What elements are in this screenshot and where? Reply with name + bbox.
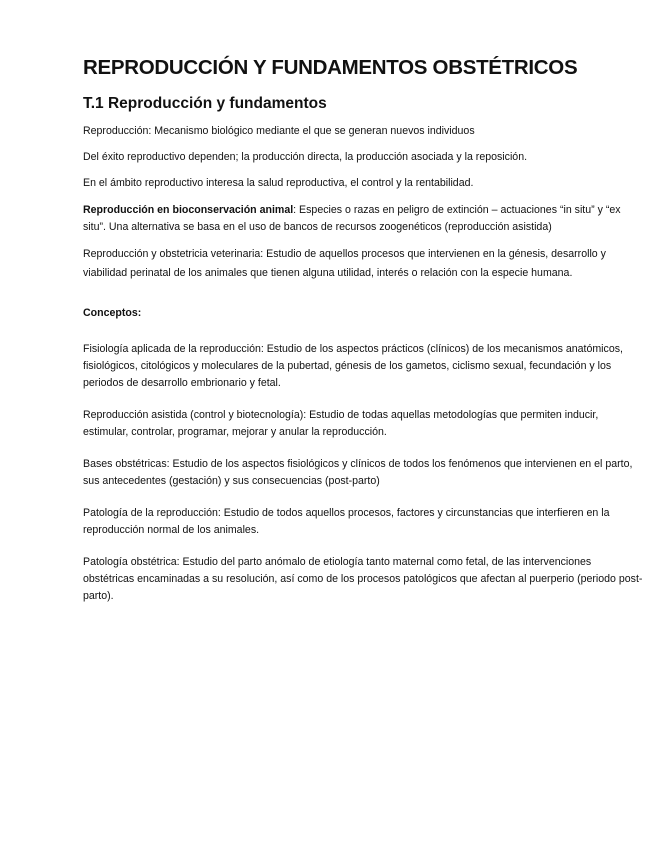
- paragraph-reproduccion: Reproducción: Mecanismo biológico mediante el que se generan nuevos individuos: [83, 125, 475, 137]
- paragraph-exito: Del éxito reproductivo dependen; la producción directa, la producción asociada y la reposición.: [83, 151, 528, 163]
- document-title: REPRODUCCIÓN Y FUNDAMENTOS OBSTÉTRICOS: [83, 56, 578, 79]
- concept-patologia-reproduccion: Patología de la reproducción: Estudio de todos aquellos procesos, factores y circunstancias que interfieren en la reproducción normal de los animales.: [83, 507, 610, 536]
- section-subtitle: T.1 Reproducción y fundamentos: [83, 95, 327, 112]
- concept-fisiologia: Fisiología aplicada de la reproducción: Estudio de los aspectos prácticos (clínicos) de los mecanismos anatómicos, fisiológicos, citológicos y moleculares de la pubertad, génesis de los gametos, ciclismo sexual, fecundación y los periodos de desarrollo embrionario y fetal.: [83, 343, 623, 389]
- concepts-heading: Conceptos:: [83, 307, 142, 319]
- concept-bases-obstetricas: Bases obstétricas: Estudio de los aspectos fisiológicos y clínicos de todos los fenómenos que intervienen en el parto, sus antecedentes (gestación) y sus consecuencias (post-parto): [83, 458, 633, 487]
- paragraph-obstetricia: Reproducción y obstetricia veterinaria: Estudio de aquellos procesos que intervienen en la génesis, desarrollo y viabilidad perinatal de los animales que tienen alguna utilidad, interés o relación con la especie humana.: [83, 248, 606, 279]
- paragraph-bioconservacion: [83, 202, 643, 236]
- bioconservacion-term: Reproducción en bioconservación animal: [83, 204, 294, 216]
- paragraph-ambito: En el ámbito reproductivo interesa la salud reproductiva, el control y la rentabilidad.: [83, 177, 474, 189]
- bioconservacion-text: : Especies o razas en peligro de extinción – actuaciones “in situ” y “ex situ”. Una alternativa se basa en el uso de bancos de recursos zoogenéticos (reproducción asistida): [83, 204, 621, 233]
- concept-patologia-obstetrica: Patología obstétrica: Estudio del parto anómalo de etiología tanto maternal como fetal, de las intervenciones obstétricas encaminadas a su resolución, así como de los procesos patológicos que afectan al puerperio (periodo post-parto).: [83, 556, 643, 602]
- document-page: [83, 54, 643, 605]
- concept-reproduccion-asistida: Reproducción asistida (control y biotecnología): Estudio de todas aquellas metodologías que permiten inducir, estimular, controlar, programar, mejorar y anular la reproducción.: [83, 409, 599, 438]
